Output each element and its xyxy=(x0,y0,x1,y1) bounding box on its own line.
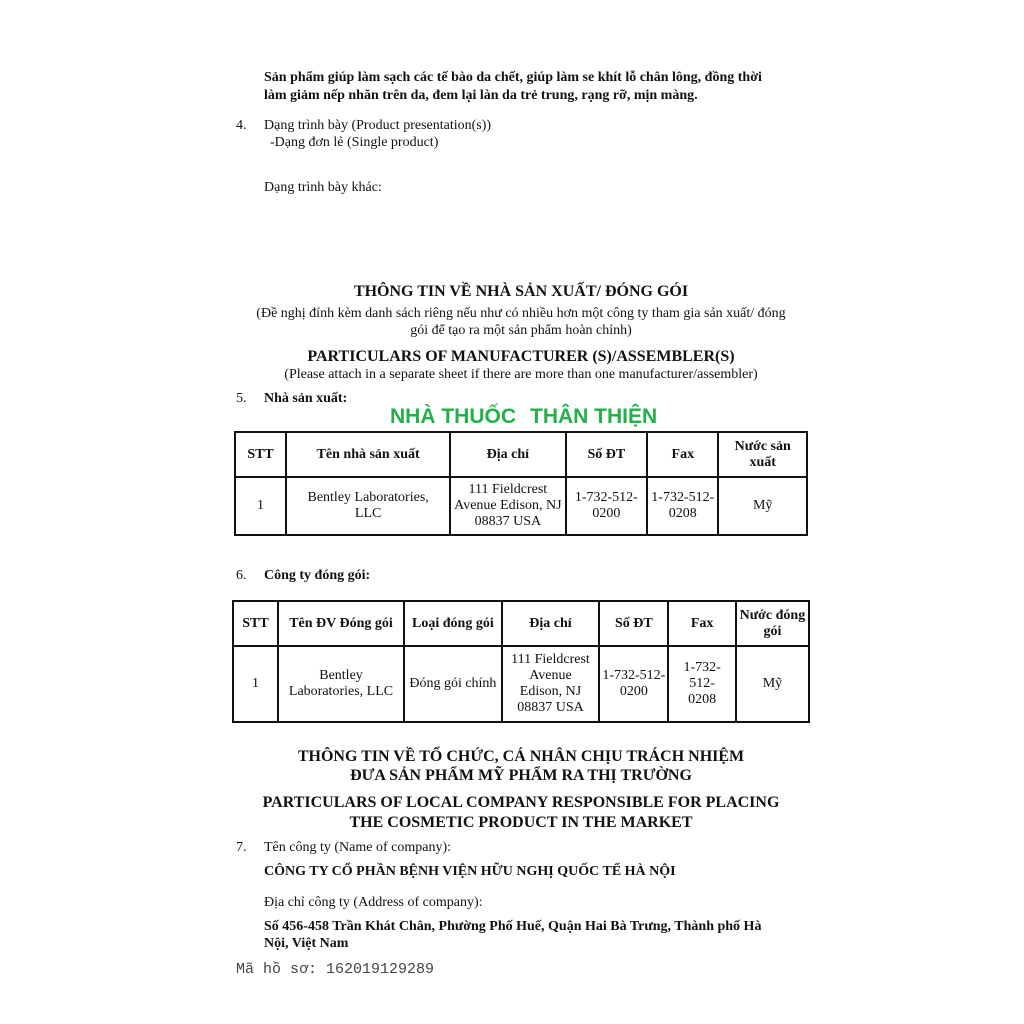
presentation-value: -Dạng đơn lẻ (Single product) xyxy=(270,135,439,150)
intro-line: Sản phẩm giúp làm sạch các tế bào da chết, giúp làm se khít lỗ chân lông, đồng thời xyxy=(264,70,762,85)
local-title-en: THE COSMETIC PRODUCT IN THE MARKET xyxy=(349,814,693,831)
item-number: 6. xyxy=(236,568,247,583)
table-row xyxy=(235,477,807,535)
header-cell: Fax xyxy=(647,432,718,477)
cell: 1-732-512-0208 xyxy=(647,477,718,535)
cell: 1 xyxy=(235,477,286,535)
company-address: Số 456-458 Trần Khát Chân, Phường Phố Huế, Quận Hai Bà Trưng, Thành phố Hà xyxy=(264,919,762,934)
manufacturer-title-vi: THÔNG TIN VỀ NHÀ SẢN XUẤT/ ĐÓNG GÓI xyxy=(353,283,689,300)
item-number: 5. xyxy=(236,391,247,406)
packager-label: Công ty đóng gói: xyxy=(264,568,371,583)
local-title-en: PARTICULARS OF LOCAL COMPANY RESPONSIBLE FOR PLACING xyxy=(262,794,780,811)
cell: 1-732-512-0208 xyxy=(668,646,736,722)
item-number: 7. xyxy=(236,840,247,855)
company-name-label: Tên công ty (Name of company): xyxy=(264,840,451,855)
manufacturer-table xyxy=(234,431,808,536)
header-cell: Tên nhà sản xuất xyxy=(286,432,450,477)
table-row xyxy=(233,646,809,722)
cell: Đóng gói chính xyxy=(404,646,502,722)
cell: 1-732-512-0200 xyxy=(566,477,648,535)
cell: 111 Fieldcrest Avenue Edison, NJ 08837 USA xyxy=(502,646,600,722)
manufacturer-note-en: (Please attach in a separate sheet if there are more than one manufacturer/assembler) xyxy=(284,367,758,382)
header-cell: STT xyxy=(233,601,278,646)
cell: 1-732-512-0200 xyxy=(599,646,668,722)
presentation-label: Dạng trình bày (Product presentation(s)) xyxy=(264,118,492,133)
local-title-vi: THÔNG TIN VỀ TỔ CHỨC, CÁ NHÂN CHỊU TRÁCH NHIỆM xyxy=(297,748,745,765)
company-address: Nội, Việt Nam xyxy=(264,936,349,951)
table-header-row xyxy=(233,601,809,646)
cell: Bentley Laboratories, LLC xyxy=(278,646,404,722)
header-cell: Nước sản xuất xyxy=(718,432,807,477)
header-cell: STT xyxy=(235,432,286,477)
item-number: 4. xyxy=(236,118,247,133)
header-cell: Fax xyxy=(668,601,736,646)
header-cell: Số ĐT xyxy=(599,601,668,646)
manufacturer-note-vi: gói để tạo ra một sản phẩm hoàn chỉnh) xyxy=(410,323,632,338)
packager-table xyxy=(232,600,810,723)
company-name: CÔNG TY CỔ PHẦN BỆNH VIỆN HỮU NGHỊ QUỐC TẾ HÀ NỘI xyxy=(264,864,676,879)
cell: 1 xyxy=(233,646,278,722)
watermark-text: THÂN THIỆN xyxy=(530,405,658,428)
presentation-other: Dạng trình bày khác: xyxy=(264,180,382,195)
company-address-label: Địa chỉ công ty (Address of company): xyxy=(264,895,483,910)
manufacturer-title-en: PARTICULARS OF MANUFACTURER (S)/ASSEMBLER(S) xyxy=(307,348,735,365)
manufacturer-note-vi: (Đề nghị đính kèm danh sách riêng nếu như có nhiều hơn một công ty tham gia sản xuất/ đóng xyxy=(256,306,786,321)
header-cell: Tên ĐV Đóng gói xyxy=(278,601,404,646)
cell: Bentley Laboratories, LLC xyxy=(286,477,450,535)
intro-line: làm giảm nếp nhăn trên da, đem lại làn da trẻ trung, rạng rỡ, mịn màng. xyxy=(264,88,698,103)
header-cell: Địa chỉ xyxy=(502,601,600,646)
header-cell: Nước đóng gói xyxy=(736,601,809,646)
cell: Mỹ xyxy=(718,477,807,535)
header-cell: Loại đóng gói xyxy=(404,601,502,646)
local-title-vi: ĐƯA SẢN PHẨM MỸ PHẨM RA THỊ TRƯỜNG xyxy=(350,767,692,784)
header-cell: Địa chỉ xyxy=(450,432,565,477)
manufacturer-label: Nhà sản xuất: xyxy=(264,391,348,406)
header-cell: Số ĐT xyxy=(566,432,648,477)
cell: Mỹ xyxy=(736,646,809,722)
file-code: Mã hồ sơ: 162019129289 xyxy=(236,961,435,978)
table-header-row xyxy=(235,432,807,477)
cell: 111 Fieldcrest Avenue Edison, NJ 08837 USA xyxy=(450,477,565,535)
watermark-text: NHÀ THUỐC xyxy=(390,405,516,428)
